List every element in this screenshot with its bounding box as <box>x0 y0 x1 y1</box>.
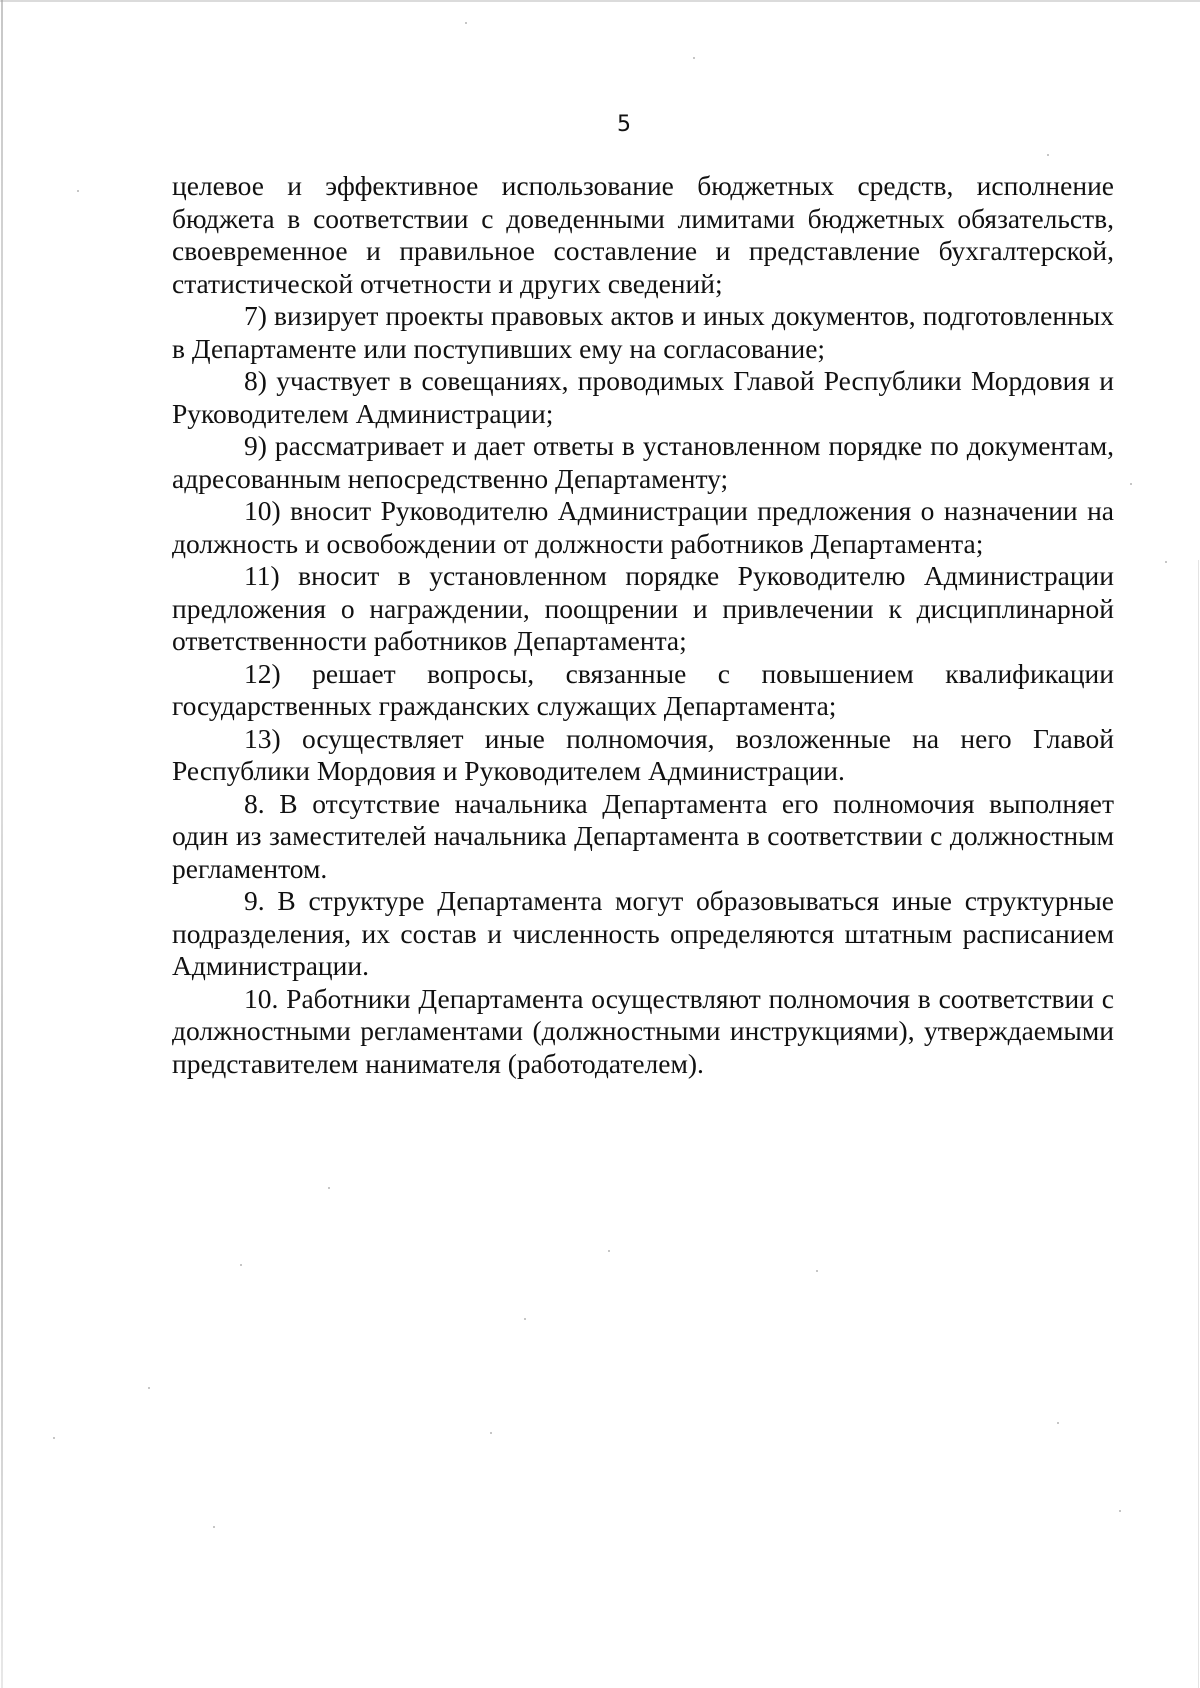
scan-speck <box>148 1387 150 1389</box>
scan-speck <box>1047 154 1049 156</box>
scan-speck <box>1165 561 1167 563</box>
paragraph-item-9: 9) рассматривает и дает ответы в установленном порядке по документам, адресованным непосредственно Департаменту; <box>172 430 1114 494</box>
page-number: 5 <box>617 112 631 137</box>
scan-speck <box>53 1437 55 1439</box>
scan-speck <box>213 1526 215 1528</box>
paragraph-item-8: 8) участвует в совещаниях, проводимых Главой Республики Мордовия и Руководителем Администрации; <box>172 365 1114 429</box>
paragraph-item-12: 12) решает вопросы, связанные с повышением квалификации государственных гражданских служащих Департамента; <box>172 657 1114 721</box>
document-body <box>172 170 1114 1080</box>
paragraph-clause-10: 10. Работники Департамента осуществляют полномочия в соответствии с должностными регламентами (должностными инструкциями), утверждаемыми представителем нанимателя (работодателем). <box>172 982 1114 1079</box>
scan-speck <box>465 22 467 24</box>
paragraph-continuation: целевое и эффективное использование бюджетных средств, исполнение бюджета в соответствии с доведенными лимитами бюджетных обязательств, своевременное и правильное составление и представление бухгалтерской, статистической отчетности и других сведений; <box>172 170 1114 299</box>
scan-speck <box>608 1250 610 1252</box>
scan-edge-top <box>0 0 1200 2</box>
scan-edge-right <box>1198 560 1199 1688</box>
scan-speck <box>524 1318 526 1320</box>
paragraph-clause-9: 9. В структуре Департамента могут образовываться иные структурные подразделения, их состав и численность определяются штатным расписанием Администрации. <box>172 885 1114 981</box>
scan-speck <box>77 190 79 192</box>
paragraph-item-10: 10) вносит Руководителю Администрации предложения о назначении на должность и освобождении от должности работников Департамента; <box>172 495 1114 559</box>
scan-speck <box>1119 1510 1121 1512</box>
scan-speck <box>240 1264 242 1266</box>
scan-edge-left <box>1 0 3 1688</box>
paragraph-item-13: 13) осуществляет иные полномочия, возложенные на него Главой Республики Мордовия и Руководителем Администрации. <box>172 722 1114 786</box>
scan-speck <box>816 1270 818 1272</box>
scan-speck <box>490 1432 492 1434</box>
scan-speck <box>328 1187 330 1189</box>
scan-speck <box>693 57 695 59</box>
scan-speck <box>1130 483 1132 485</box>
paragraph-item-11: 11) вносит в установленном порядке Руководителю Администрации предложения о награждении, поощрении и привлечении к дисциплинарной ответственности работников Департамента; <box>172 560 1114 656</box>
paragraph-clause-8: 8. В отсутствие начальника Департамента его полномочия выполняет один из заместителей начальника Департамента в соответствии с должностным регламентом. <box>172 787 1114 884</box>
paragraph-item-7: 7) визирует проекты правовых актов и иных документов, подготовленных в Департаменте или поступивших ему на согласование; <box>172 300 1114 364</box>
scan-speck <box>1057 1422 1059 1424</box>
